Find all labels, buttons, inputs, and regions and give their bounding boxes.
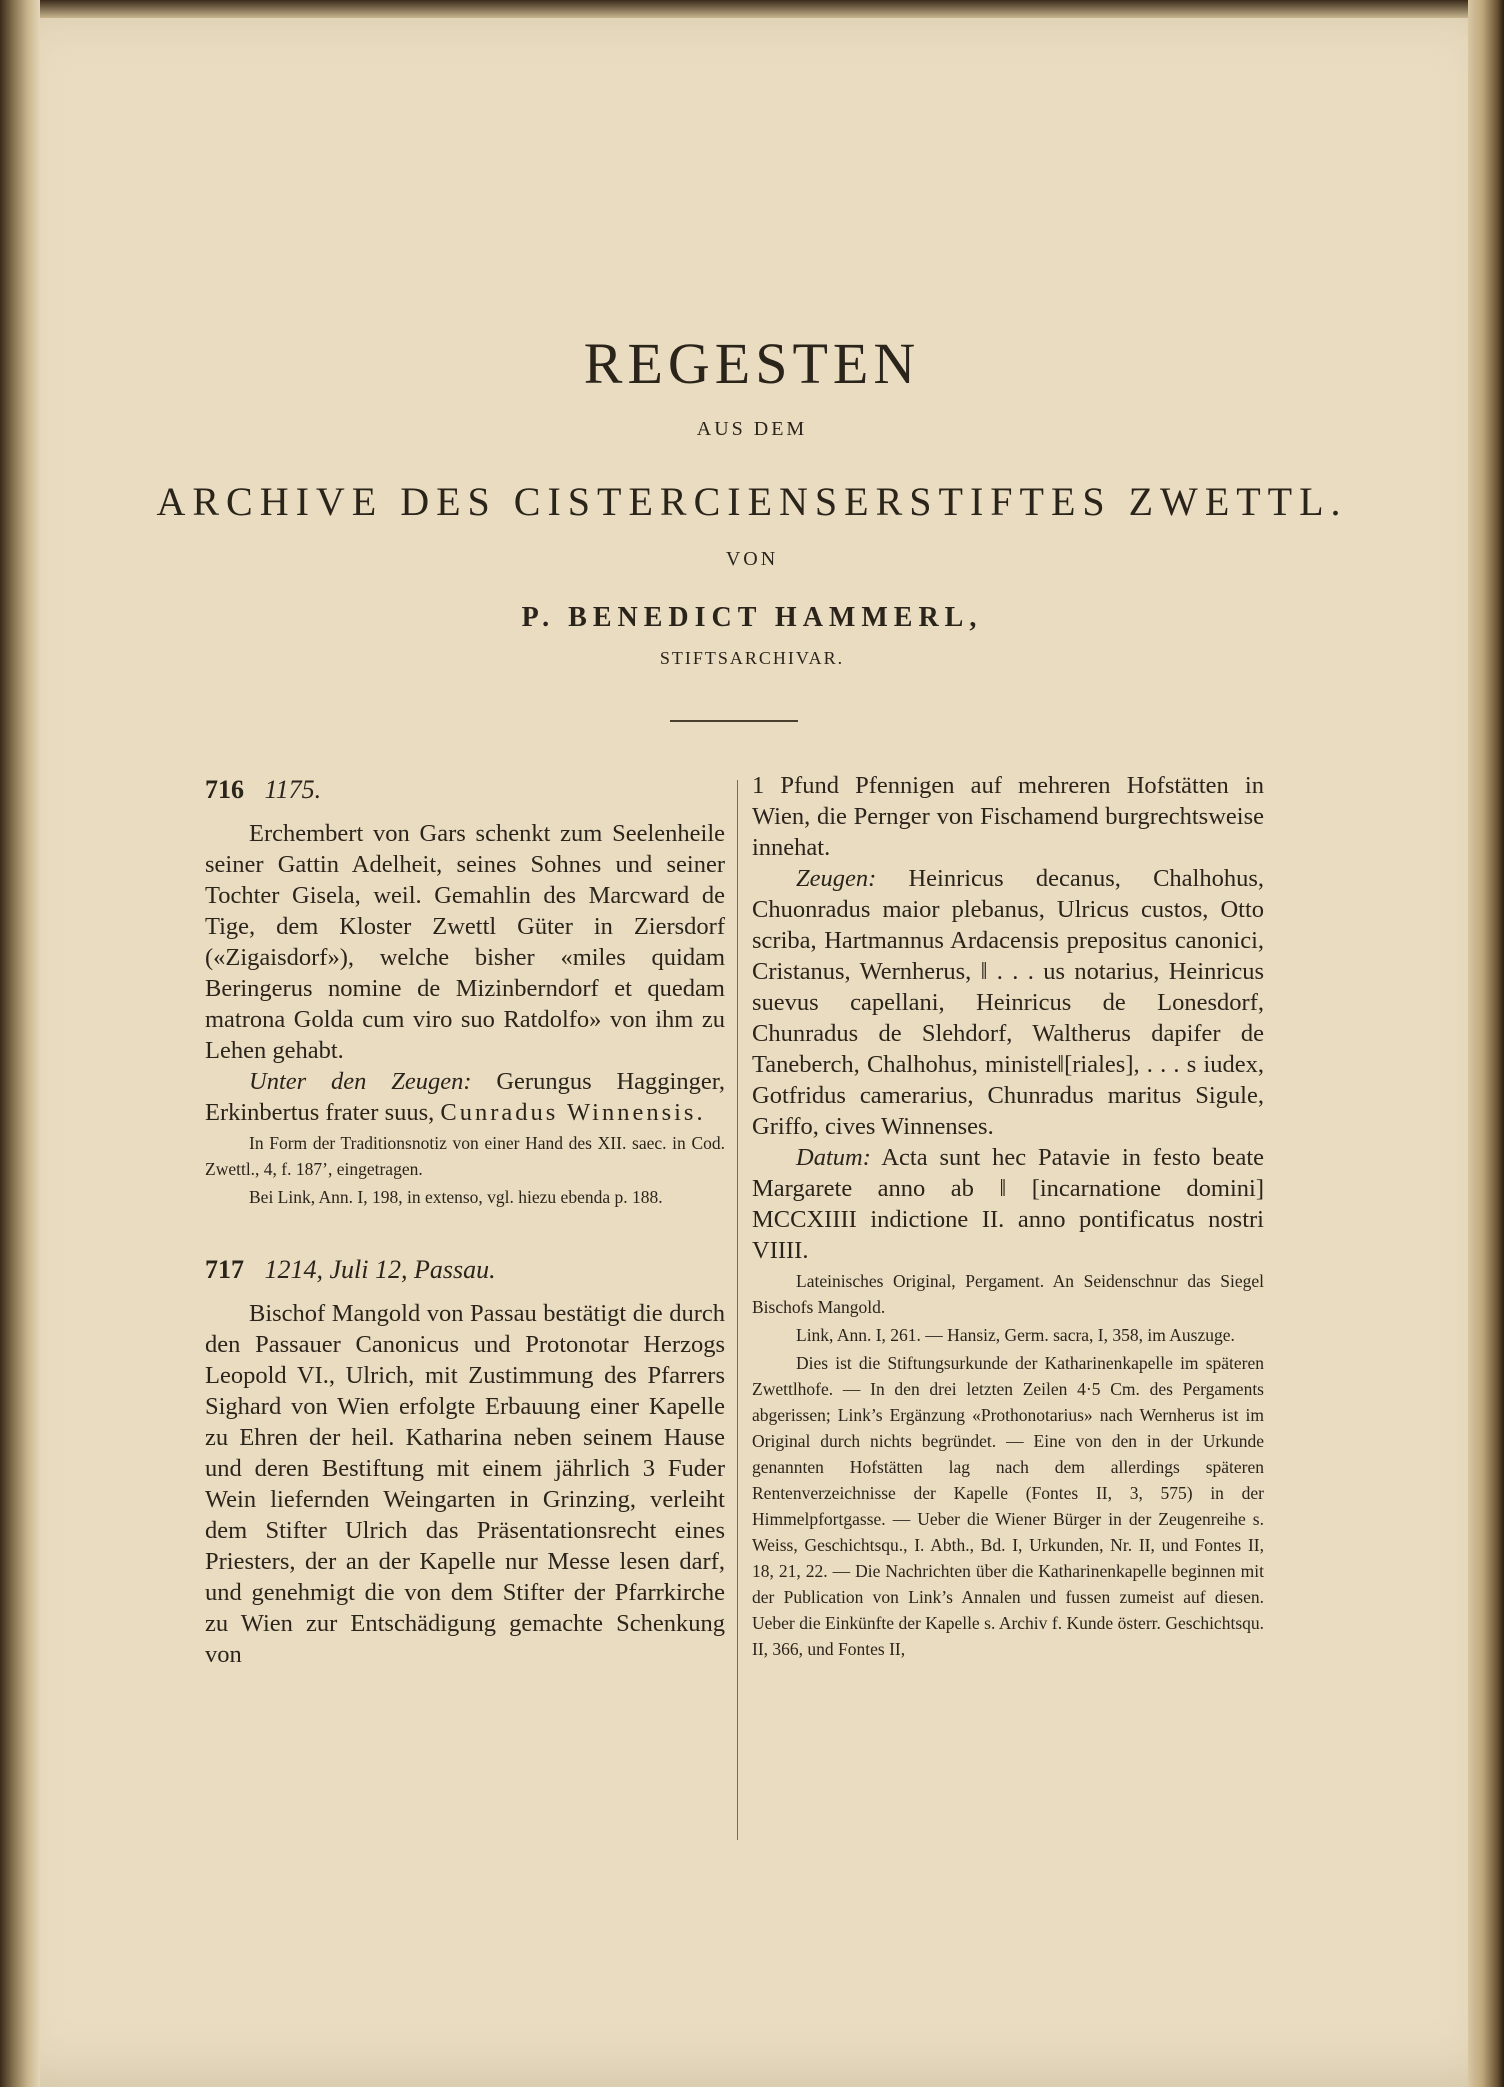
witness-label: Zeugen: [796, 865, 877, 892]
page-outer-edge [1468, 0, 1504, 2087]
subtitle-by: VON [725, 548, 779, 570]
datum-label: Datum: [796, 1144, 871, 1171]
entry-716-text: Erchembert von Gars schenkt zum Seelenheile seiner Gattin Adelheit, seines Sohnes und seiner Tochter Gisela, weil. Gemahlin des Marcward de Tige, dem Kloster Zwettl Güter in Ziersdorf («Zigaisdorf»), welche bisher «miles quidam Beringerus nomine de Mizinberndorf et quedam matrona Golda cum viro suo Ratdolfo» von ihm zu Lehen gehabt. [205, 820, 725, 1064]
right-column [752, 770, 1264, 1662]
author-role: STIFTSARCHIVAR. [659, 648, 845, 668]
author-name: P. BENEDICT HAMMERL, [521, 602, 983, 633]
entry-717-note-1: Lateinisches Original, Pergament. An Seidenschnur das Siegel Bischofs Mangold. [752, 1271, 1264, 1317]
title-divider [670, 720, 798, 722]
subtitle-from: AUS DEM [696, 418, 808, 440]
page-title: REGESTEN [583, 331, 921, 396]
column-divider [737, 780, 738, 1840]
entry-716-heading [205, 770, 725, 810]
entry-717-note-2: Link, Ann. I, 261. — Hansiz, Germ. sacra, I, 358, im Auszuge. [796, 1325, 1235, 1345]
entry-717-note-3: Dies ist die Stiftungsurkunde der Katharinenkapelle im späteren Zwettlhofe. — In den drei letzten Zeilen 4·5 Cm. des Pergaments abgerissen; Link’s Ergänzung «Prothonotarius» nach Wernherus ist im Original durch nichts begründet. — Eine von den in der Urkunde genannten Hofstätten lag nach dem allerdings späteren Rentenverzeichnisse der Kapelle (Fontes II, 3, 575) in der Himmelpfortgasse. — Ueber die Wiener Bürger in der Zeugenreihe s. Weiss, Geschichtsqu., I. Abth., Bd. I, Urkunden, Nr. II, und Fontes II, 18, 21, 22. — Die Nachrichten über die Katharinenkapelle beginnen mit der Publication von Link’s Annalen und fussen zumeist auf diesen. Ueber die Einkünfte der Kapelle s. Archiv f. Kunde österr. Geschichtsqu. II, 366, und Fontes II, [752, 1353, 1264, 1659]
entry-number: 716 [205, 775, 244, 804]
entry-number: 717 [205, 1255, 244, 1284]
left-column [205, 770, 725, 1670]
entry-717-datum [752, 1142, 1264, 1266]
entry-716-note-1: In Form der Traditionsnotiz von einer Hand des XII. saec. in Cod. Zwettl., 4, f. 187’, eingetragen. [205, 1133, 725, 1179]
subtitle-archive: ARCHIVE DES CISTERCIENSERSTIFTES ZWETTL. [156, 479, 1348, 524]
entry-717-text: Bischof Mangold von Passau bestätigt die durch den Passauer Canonicus und Protonotar Herzogs Leopold VI., Ulrich, mit Zustimmung des Pfarrers Sighard von Wien erfolgte Erbauung einer Kapelle zu Ehren der heil. Katharina neben seinem Hause und deren Bestiftung mit einem jährlich 3 Fuder Wein liefernden Weingarten in Grinzing, verleiht dem Stifter Ulrich das Präsentationsrecht eines Priesters, der an der Kapelle nur Messe lesen darf, und genehmigt die von dem Stifter der Pfarrkirche zu Wien zur Entschädigung gemachte Schenkung von [205, 1300, 725, 1668]
entry-717-witnesses [752, 863, 1264, 1142]
entry-716-note-2: Bei Link, Ann. I, 198, in extenso, vgl. hiezu ebenda p. 188. [249, 1187, 663, 1207]
witness-label: Unter den Zeugen: [249, 1068, 472, 1095]
entry-716-witnesses [205, 1066, 725, 1128]
datum-text: Acta sunt hec Patavie in festo beate Margarete anno ab ‖ [incarnatione domini] MCCXIIII indictione II. anno pontificatus nostri VIIII. [752, 1144, 1264, 1264]
entry-717-heading [205, 1250, 725, 1290]
page-top-edge [0, 0, 1504, 18]
page-binding-edge [0, 0, 40, 2087]
witness-names: Gerungus Hagginger, Erkinbertus frater suus, [205, 1068, 725, 1126]
witness-names-spaced: Cunradus Winnensis. [440, 1099, 706, 1126]
entry-717-text-continued: 1 Pfund Pfennigen auf mehreren Hofstätten in Wien, die Pernger von Fischamend burgrechtsweise innehat. [752, 772, 1264, 861]
entry-date: 1175. [264, 775, 322, 804]
entry-date: 1214, Juli 12, Passau. [264, 1255, 496, 1284]
witness-names: Heinricus decanus, Chalhohus, Chuonradus maior plebanus, Ulricus custos, Otto scriba, Hartmannus Ardacensis prepositus canonici, Cristanus, Wernherus, ‖ . . . us notarius, Heinricus suevus capellani, Heinricus de Lonesdorf, Chunradus de Slehdorf, Waltherus dapifer de Taneberch, Chalhohus, ministe‖[riales], . . . s iudex, Gotfridus camerarius, Chunradus maritus Sigule, Griffo, cives Winnenses. [752, 865, 1265, 1140]
